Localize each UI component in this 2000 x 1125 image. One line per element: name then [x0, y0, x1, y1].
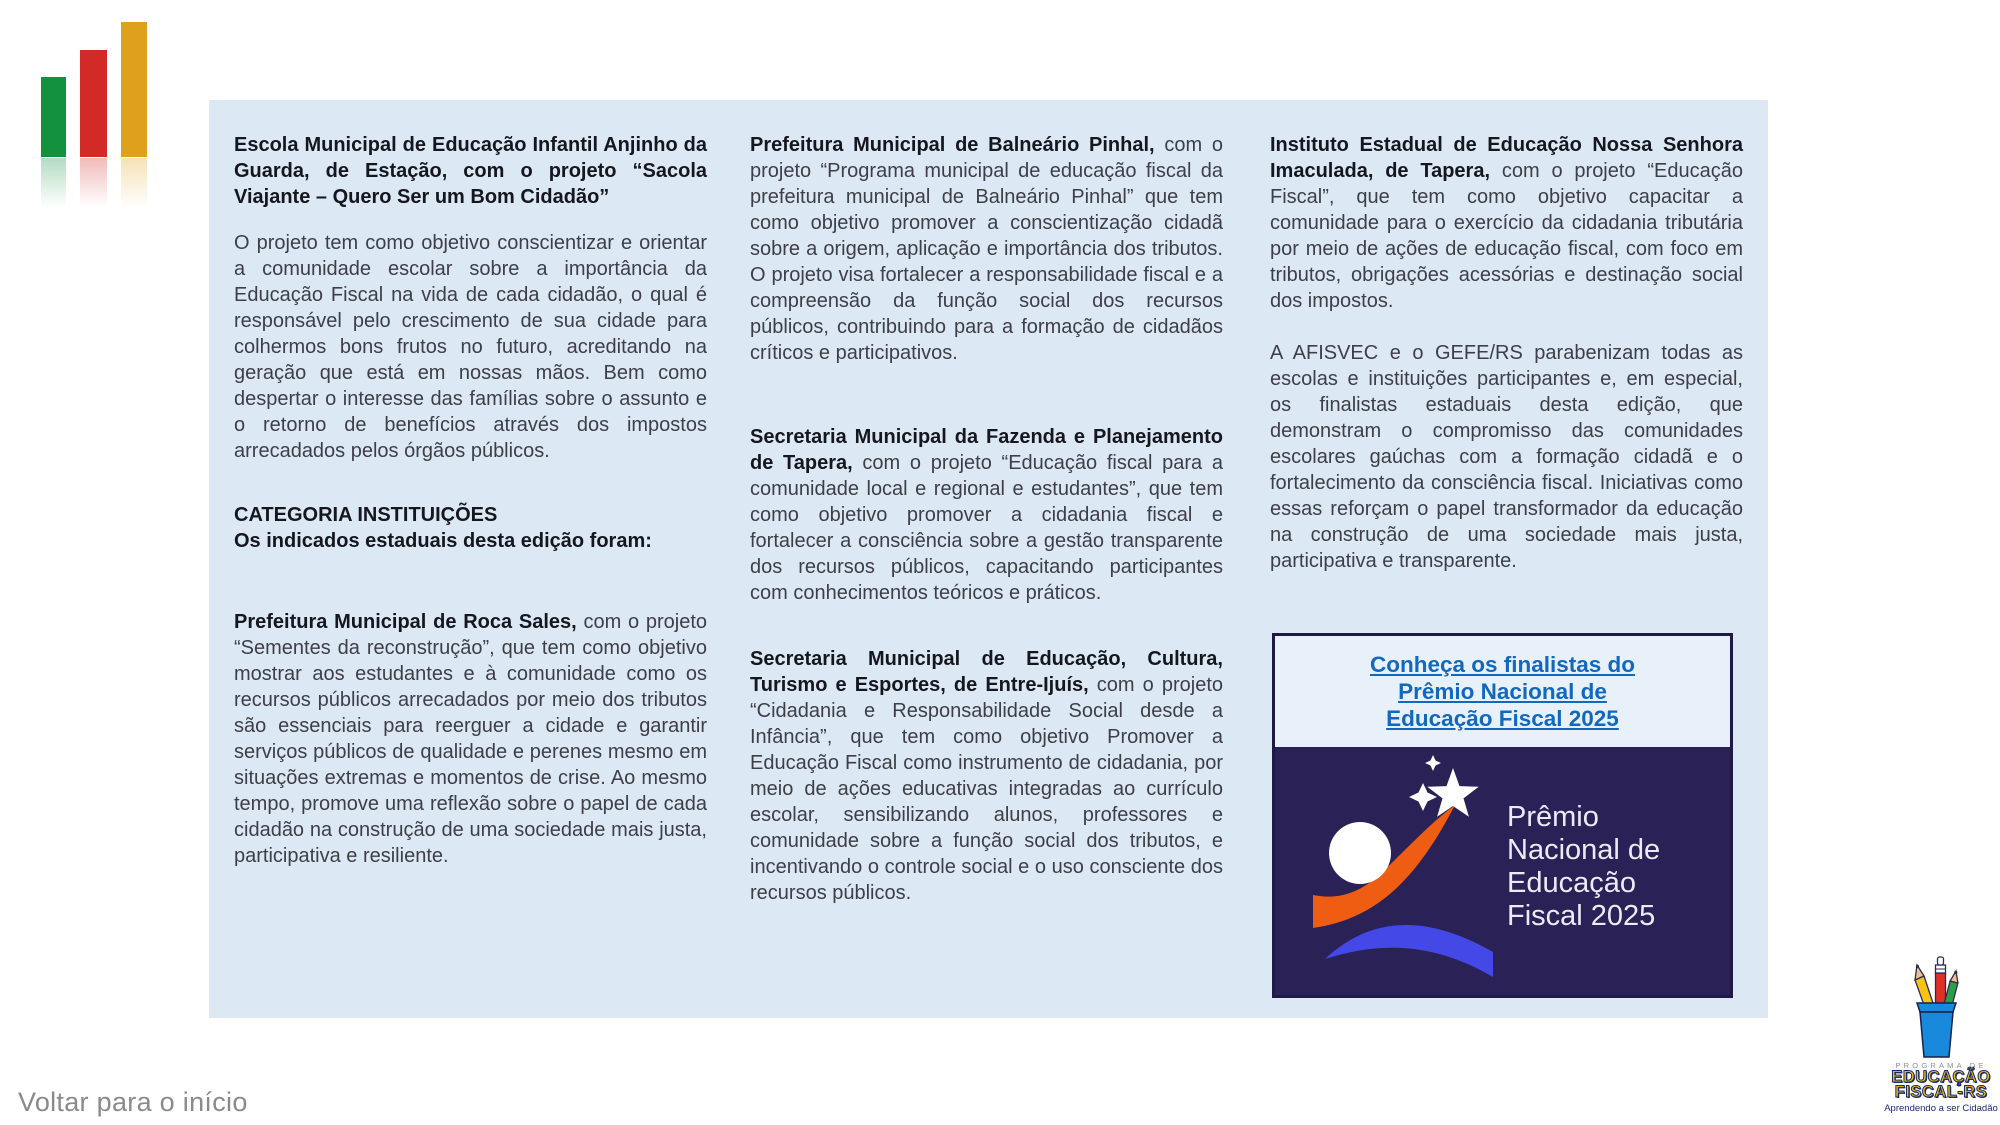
content-panel	[209, 100, 1768, 1018]
logo-bar-red-reflection	[80, 158, 107, 216]
figure-head-circle	[1329, 822, 1391, 884]
star-icon	[1427, 768, 1478, 817]
logo-title-line1: EDUCAÇÃO	[1891, 1068, 1991, 1086]
logo-bar-gold-icon	[121, 22, 147, 157]
logo-bar-gold-reflection	[121, 158, 147, 216]
educacao-fiscal-rs-logo	[1878, 953, 2000, 1114]
cup-rim	[1917, 1003, 1956, 1012]
premio-award-logo-icon	[1275, 747, 1505, 995]
banner-title: Prêmio Nacional de Educação Fiscal 2025	[1507, 801, 1661, 932]
project-description: O projeto tem como objetivo conscientizar e orientar a comunidade escolar sobre a importância da Educação Fiscal na vida de cada cidadão, o qual é responsável pelo crescimento de sua cidade para colhermos bons frutos no futuro, acreditando na geração que está em nossas mãos. Bem como despertar o interesse das famílias sobre o assunto e o retorno de benefícios através dos impostos arrecadados pelos órgãos públicos.	[234, 232, 707, 462]
finalist-entry: Prefeitura Municipal de Balneário Pinhal, com o projeto “Programa municipal de educação fiscal da prefeitura municipal de Balneário Pinhal” que tem como objetivo promover a conscientização cidadã sobre a origem, aplicação e importância dos tributos. O projeto visa fortalecer a responsabilidade fiscal e a compreensão da função social dos recursos públicos, contribuindo para a formação de cidadãos críticos e participativos.	[750, 134, 1223, 364]
program-label: PROGRAMA DE	[1895, 1061, 1987, 1070]
finalists-box	[1272, 633, 1733, 998]
tiny-star-icon	[1425, 755, 1441, 771]
finalist-entry: Secretaria Municipal da Fazenda e Planejamento de Tapera, com o projeto “Educação fiscal para a comunidade local e regional e estudantes”, que tem como objetivo promover a cidadania fiscal e fortalecer a consciência sobre a gestão transparente dos recursos públicos, capacitando participantes com conhecimentos teóricos e práticos.	[750, 426, 1223, 604]
closing-message: A AFISVEC e o GEFE/RS parabenizam todas as escolas e instituições participantes e, em especial, os finalistas estaduais desta edição, que demonstram o compromisso das comunidades escolares gaúchas com a formação cidadã e o fortalecimento da consciência fiscal. Iniciativas como essas reforçam o papel transformador da educação na construção de uma sociedade mais justa, participativa e transparente.	[1270, 342, 1743, 572]
entry-bold-text: Escola Municipal de Educação Infantil Anjinho da Guarda, de Estação, com o projeto “Sacola Viajante – Quero Ser um Bom Cidadão”	[234, 134, 707, 208]
finalists-link-header	[1275, 636, 1730, 747]
pencil-cup-icon	[1891, 953, 1991, 1059]
bar-chart-logo	[41, 22, 151, 222]
logo-title-line2: FISCAL-RS	[1894, 1083, 1988, 1101]
column-left	[234, 132, 707, 869]
back-to-start-link[interactable]: Voltar para o início	[18, 1087, 248, 1117]
yellow-pencil-icon	[1915, 976, 1933, 1005]
red-pencil-icon	[1936, 973, 1946, 1005]
finalists-link[interactable]: Conheça os finalistas do Prêmio Nacional de Educação Fiscal 2025	[1369, 652, 1636, 731]
column-middle	[750, 132, 1223, 906]
finalist-entry: Secretaria Municipal de Educação, Cultura, Turismo e Esportes, de Entre-Ijuís, com o projeto “Cidadania e Responsabilidade Social desde a Infância”, que tem como objetivo Promover a Educação Fiscal como instrumento de cidadania, por meio de ações educativas integradas ao currículo escolar, sensibilizando alunos, professores e comunidade sobre a função social dos tributos, e incentivando o controle social e o uso consciente dos recursos públicos.	[750, 648, 1224, 904]
logo-bar-green-icon	[41, 77, 66, 157]
logo-tagline: Aprendendo a ser Cidadão	[1884, 1103, 1998, 1114]
finalist-entry: Instituto Estadual de Educação Nossa Senhora Imaculada, de Tapera, com o projeto “Educação Fiscal”, que tem como objetivo capacitar a comunidade para o exercício da cidadania tributária por meio de ações de educação fiscal, com foco em tributos, obrigações acessórias e destinação social dos impostos.	[1270, 134, 1743, 312]
logo-bar-red-icon	[80, 50, 107, 157]
category-subheading: Os indicados estaduais desta edição foram:	[234, 530, 652, 552]
column-right	[1270, 132, 1743, 574]
arc-blue-shape	[1325, 925, 1493, 977]
school-entry-heading	[234, 132, 707, 210]
finalist-entry: Prefeitura Municipal de Roca Sales, com o projeto “Sementes da reconstrução”, que tem como objetivo mostrar aos estudantes e à comunidade como os recursos públicos arrecadados por meio dos tributos são essenciais para reerguer a cidade e garantir serviços públicos de qualidade e perenes mesmo em situações extremas e momentos de crise. Ao mesmo tempo, promove uma reflexão sobre o papel de cada cidadão na construção de uma sociedade mais justa, participativa e resiliente.	[234, 611, 708, 867]
logo-bar-green-reflection	[41, 158, 66, 216]
category-heading: CATEGORIA INSTITUIÇÕES	[234, 504, 498, 526]
premio-banner-image	[1275, 747, 1730, 995]
cup-body	[1920, 1012, 1953, 1057]
